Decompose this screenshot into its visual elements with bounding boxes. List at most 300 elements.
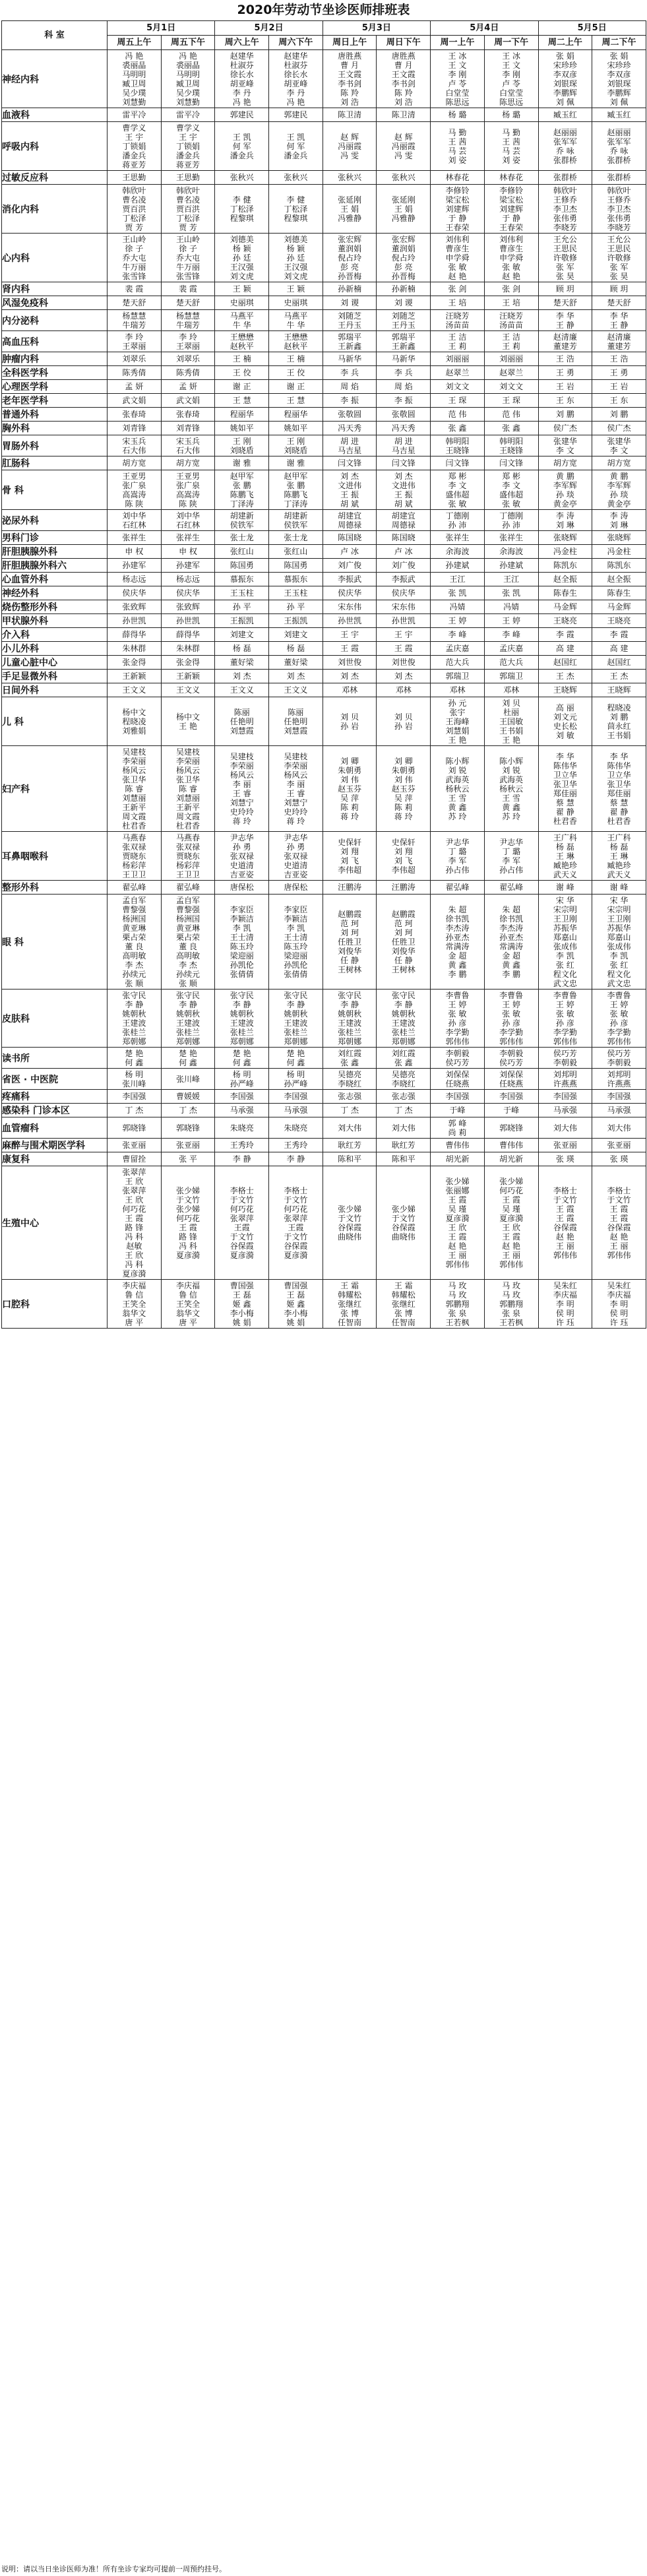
schedule-cell xyxy=(377,510,431,531)
doctor-name: 宋东伟 xyxy=(338,602,362,612)
schedule-cell xyxy=(323,331,377,352)
doctor-name: 郭晓锋 xyxy=(122,1123,146,1133)
schedule-cell xyxy=(431,122,485,171)
doctor-name: 马 玫 xyxy=(448,1280,467,1290)
department-name: 眼 科 xyxy=(2,895,108,990)
table-row xyxy=(2,282,646,296)
schedule-cell xyxy=(323,832,377,881)
doctor-name: 张亚丽 xyxy=(607,1141,631,1150)
schedule-cell xyxy=(215,394,269,408)
doctor-name: 王海峰 xyxy=(445,716,470,726)
doctor-name: 杨 璐 xyxy=(448,110,467,119)
doctor-name: 朱 超 xyxy=(502,904,521,914)
doctor-name: 张 瑛 xyxy=(609,1154,629,1164)
schedule-cell xyxy=(215,586,269,600)
doctor-name: 高嵩涛 xyxy=(122,489,146,499)
doctor-name: 姚如平 xyxy=(284,424,308,433)
table-row xyxy=(2,832,646,881)
schedule-cell xyxy=(484,1117,538,1139)
doctor-name: 王思民 xyxy=(607,243,631,253)
doctor-name: 申 权 xyxy=(179,547,197,556)
schedule-cell xyxy=(323,108,377,122)
schedule-cell xyxy=(592,108,646,122)
doctor-name: 郭 峰 xyxy=(448,1118,467,1128)
schedule-cell xyxy=(377,746,431,832)
schedule-cell xyxy=(108,234,162,282)
department-name: 口腔科 xyxy=(2,1280,108,1329)
doctor-name: 张川峰 xyxy=(122,1079,146,1088)
schedule-cell xyxy=(538,366,592,380)
footer-note: 说明：请以当日坐诊医师为准！所有坐诊专家均可提前一周预约挂号。 xyxy=(1,2565,226,2573)
doctor-name: 吉亚姿 xyxy=(230,869,254,879)
schedule-cell xyxy=(431,573,485,586)
doctor-name: 许燕燕 xyxy=(553,1079,577,1088)
doctor-name: 马金辉 xyxy=(553,602,577,612)
doctor-name: 赵 艳 xyxy=(502,1241,521,1251)
doctor-name: 刘大伟 xyxy=(553,1123,577,1133)
doctor-name: 丁锁娟 xyxy=(176,141,200,151)
doctor-name: 潘金兵 xyxy=(230,150,254,160)
doctor-name: 翟弘峰 xyxy=(499,883,524,892)
schedule-cell xyxy=(215,642,269,656)
doctor-name: 孙建军 xyxy=(176,561,200,570)
doctor-name: 何 鑫 xyxy=(232,1057,251,1067)
doctor-name: 冯雅静 xyxy=(391,213,416,223)
doctor-name: 梁宝松 xyxy=(499,195,524,204)
doctor-name: 丁松泽 xyxy=(122,213,146,223)
doctor-name: 孙亚杰 xyxy=(445,932,470,942)
department-name: 胸外科 xyxy=(2,422,108,435)
schedule-cell xyxy=(269,1090,323,1104)
doctor-name: 冯 艳 xyxy=(286,97,305,107)
table-row xyxy=(2,683,646,697)
doctor-name: 王新平 xyxy=(122,802,146,812)
doctor-name: 张广泉 xyxy=(176,480,200,490)
doctor-name: 董好梁 xyxy=(284,658,308,667)
schedule-cell xyxy=(431,683,485,697)
doctor-name: 张 鑫 xyxy=(448,424,467,433)
schedule-cell xyxy=(377,881,431,895)
doctor-name: 李 峰 xyxy=(502,630,521,639)
schedule-cell xyxy=(484,380,538,394)
doctor-name: 史保轩 xyxy=(338,837,362,847)
doctor-name: 蒋亚芳 xyxy=(176,160,200,170)
doctor-name: 朱林群 xyxy=(176,644,200,653)
doctor-name: 张丽娜 xyxy=(445,1185,470,1195)
doctor-name: 张倩倩 xyxy=(284,969,308,979)
doctor-name: 楚 艳 xyxy=(232,1048,251,1058)
schedule-cell xyxy=(323,366,377,380)
doctor-name: 刘 杰 xyxy=(286,672,305,681)
schedule-cell xyxy=(484,394,538,408)
schedule-cell xyxy=(161,1280,215,1329)
doctor-name: 张群桥 xyxy=(607,155,631,165)
schedule-cell xyxy=(484,600,538,614)
doctor-name: 马承强 xyxy=(230,1106,254,1115)
doctor-name: 李格士 xyxy=(230,1185,254,1195)
doctor-name: 王国敏 xyxy=(499,716,524,726)
doctor-name: 何巧花 xyxy=(284,1204,308,1214)
doctor-name: 张翠萍 xyxy=(284,1213,308,1223)
table-row xyxy=(2,628,646,642)
doctor-name: 王 霞 xyxy=(609,1213,629,1223)
doctor-name: 陈 陕 xyxy=(179,499,197,509)
doctor-name: 王文霞 xyxy=(338,69,362,79)
doctor-name: 闫文锋 xyxy=(445,458,470,468)
doctor-name: 史道清 xyxy=(230,860,254,870)
doctor-name: 任智南 xyxy=(391,1317,416,1327)
doctor-name: 史丽琪 xyxy=(284,298,308,307)
schedule-cell xyxy=(323,683,377,697)
doctor-name: 李 静 xyxy=(232,999,251,1009)
schedule-cell xyxy=(592,296,646,310)
doctor-name: 王 勇 xyxy=(609,368,629,377)
doctor-name: 王 艳 xyxy=(179,721,197,731)
schedule-cell xyxy=(592,422,646,435)
table-row xyxy=(2,422,646,435)
doctor-name: 王士清 xyxy=(230,932,254,942)
doctor-name: 臧卫周 xyxy=(122,79,146,88)
department-name: 呼吸内科 xyxy=(2,122,108,171)
schedule-cell xyxy=(108,1104,162,1117)
doctor-name: 李朝毅 xyxy=(553,1057,577,1067)
doctor-name: 李 兵 xyxy=(340,368,359,377)
schedule-cell xyxy=(108,531,162,545)
date-header: 5月4日 xyxy=(431,21,538,36)
doctor-name: 茴永红 xyxy=(607,721,631,731)
doctor-name: 陈秀倩 xyxy=(122,368,146,377)
schedule-cell xyxy=(269,586,323,600)
doctor-name: 李 静 xyxy=(394,999,413,1009)
doctor-name: 顾 玥 xyxy=(555,284,574,294)
schedule-cell xyxy=(377,573,431,586)
doctor-name: 黄 鹏 xyxy=(555,471,574,481)
doctor-name: 吴建枝 xyxy=(176,747,200,757)
doctor-name: 吴 瑾 xyxy=(502,1204,521,1214)
doctor-name: 李颖洁 xyxy=(230,914,254,924)
doctor-name: 唐保松 xyxy=(230,883,254,892)
doctor-name: 张军军 xyxy=(553,137,577,146)
doctor-name: 张双禄 xyxy=(284,851,308,861)
schedule-cell xyxy=(269,394,323,408)
doctor-name: 刘红霞 xyxy=(391,1048,416,1058)
doctor-name: 王 欣 xyxy=(502,1222,521,1232)
doctor-name: 武文忠 xyxy=(607,978,631,988)
doctor-name: 苏振华 xyxy=(607,923,631,933)
doctor-name: 孙 岩 xyxy=(340,721,359,731)
doctor-name: 王丹玉 xyxy=(338,320,362,330)
doctor-name: 李 霞 xyxy=(555,630,574,639)
doctor-name: 王允公 xyxy=(607,234,631,244)
doctor-name: 王 静 xyxy=(555,320,574,330)
schedule-cell xyxy=(538,683,592,697)
doctor-name: 王 丽 xyxy=(502,1250,521,1260)
doctor-name: 郑佳丽 xyxy=(607,788,631,798)
doctor-name: 赵翠兰 xyxy=(499,368,524,377)
doctor-name: 王新鑫 xyxy=(391,341,416,351)
doctor-name: 丁 璐 xyxy=(448,846,467,856)
schedule-cell xyxy=(215,628,269,642)
schedule-cell xyxy=(108,352,162,366)
doctor-name: 范大兵 xyxy=(445,658,470,667)
doctor-name: 刘大伟 xyxy=(607,1123,631,1133)
doctor-name: 张军军 xyxy=(607,137,631,146)
doctor-name: 高 建 xyxy=(555,644,574,653)
doctor-name: 王思勤 xyxy=(176,173,200,182)
doctor-name: 史丽琪 xyxy=(230,298,254,307)
doctor-name: 张双禄 xyxy=(122,842,146,852)
doctor-name: 程黎琪 xyxy=(284,213,308,223)
doctor-name: 何巧花 xyxy=(230,1204,254,1214)
schedule-cell xyxy=(108,1139,162,1152)
department-name: 胃肠外科 xyxy=(2,435,108,456)
doctor-name: 杨 明 xyxy=(286,1069,305,1079)
doctor-name: 陈和平 xyxy=(391,1154,416,1164)
schedule-cell xyxy=(377,531,431,545)
schedule-cell xyxy=(161,895,215,990)
doctor-name: 许燕燕 xyxy=(607,1079,631,1088)
doctor-name: 宋珍珍 xyxy=(553,60,577,70)
table-row xyxy=(2,1280,646,1329)
doctor-name: 耿红芳 xyxy=(391,1141,416,1150)
doctor-name: 张桂兰 xyxy=(391,1027,416,1037)
schedule-cell xyxy=(323,456,377,470)
schedule-cell xyxy=(161,470,215,510)
doctor-name: 李国强 xyxy=(122,1092,146,1101)
doctor-name: 翁华文 xyxy=(122,1308,146,1318)
schedule-cell xyxy=(108,628,162,642)
doctor-name: 谷保霞 xyxy=(607,1222,631,1232)
doctor-name: 彭 亮 xyxy=(394,262,413,272)
doctor-name: 丁松泽 xyxy=(176,213,200,223)
doctor-name: 冯 科 xyxy=(179,1241,197,1251)
doctor-name: 李 丽 xyxy=(232,779,251,789)
doctor-name: 任 静 xyxy=(394,955,413,965)
schedule-cell xyxy=(108,832,162,881)
doctor-name: 任晓燕 xyxy=(445,1079,470,1088)
schedule-cell xyxy=(538,1048,592,1069)
doctor-name: 陈春生 xyxy=(553,588,577,598)
doctor-name: 何巧花 xyxy=(499,1185,524,1195)
doctor-name: 郭伟伟 xyxy=(553,1250,577,1260)
doctor-name: 郭瑞卫 xyxy=(499,672,524,681)
doctor-name: 张致辉 xyxy=(176,602,200,612)
doctor-name: 姚朝秋 xyxy=(230,1009,254,1019)
doctor-name: 孙 沛 xyxy=(502,520,521,530)
department-name: 老年医学科 xyxy=(2,394,108,408)
schedule-cell xyxy=(431,456,485,470)
doctor-name: 任艳明 xyxy=(284,716,308,726)
schedule-cell xyxy=(108,422,162,435)
doctor-name: 范 珂 xyxy=(394,918,413,928)
schedule-cell xyxy=(538,282,592,296)
doctor-name: 张致辉 xyxy=(122,602,146,612)
schedule-cell xyxy=(269,1048,323,1069)
schedule-cell xyxy=(538,746,592,832)
doctor-name: 史玲玲 xyxy=(230,807,254,817)
doctor-name: 刘 锐 xyxy=(448,765,467,775)
schedule-cell xyxy=(323,1152,377,1166)
schedule-cell xyxy=(269,614,323,628)
doctor-name: 王 睿 xyxy=(286,788,305,798)
doctor-name: 李荣丽 xyxy=(284,761,308,770)
department-name: 介入科 xyxy=(2,628,108,642)
schedule-cell xyxy=(269,282,323,296)
schedule-cell xyxy=(269,531,323,545)
schedule-cell xyxy=(161,628,215,642)
doctor-name: 宋玉兵 xyxy=(122,436,146,446)
schedule-cell xyxy=(431,108,485,122)
doctor-name: 马吉星 xyxy=(391,445,416,455)
doctor-name: 李 杰 xyxy=(179,960,197,970)
shift-header: 周一上午 xyxy=(431,36,485,50)
doctor-name: 石大伟 xyxy=(122,445,146,455)
schedule-cell xyxy=(269,296,323,310)
doctor-name: 郭晓锋 xyxy=(176,1123,200,1133)
doctor-name: 林春花 xyxy=(445,173,470,182)
doctor-name: 张祥生 xyxy=(499,533,524,542)
doctor-name: 张守民 xyxy=(284,990,308,1000)
table-row xyxy=(2,380,646,394)
doctor-name: 赵全振 xyxy=(607,575,631,584)
schedule-cell xyxy=(592,394,646,408)
schedule-cell xyxy=(215,510,269,531)
doctor-name: 王 慧 xyxy=(232,396,251,405)
doctor-name: 张成伟 xyxy=(607,941,631,951)
schedule-cell xyxy=(269,670,323,683)
department-name: 小儿外科 xyxy=(2,642,108,656)
doctor-name: 张士龙 xyxy=(284,533,308,542)
schedule-cell xyxy=(484,670,538,683)
doctor-name: 王 雪 xyxy=(502,793,521,803)
department-name: 全科医学科 xyxy=(2,366,108,380)
schedule-cell xyxy=(269,185,323,234)
doctor-name: 王懋懋 xyxy=(284,332,308,342)
schedule-cell xyxy=(592,331,646,352)
schedule-cell xyxy=(323,422,377,435)
schedule-cell xyxy=(215,282,269,296)
doctor-name: 曹伟伟 xyxy=(445,1141,470,1150)
schedule-cell xyxy=(431,628,485,642)
doctor-name: 赵 艳 xyxy=(609,1232,629,1241)
doctor-name: 张 敏 xyxy=(609,1009,629,1019)
doctor-name: 李 静 xyxy=(125,999,144,1009)
schedule-cell xyxy=(538,408,592,422)
schedule-cell xyxy=(484,366,538,380)
department-name: 麻醉与围术期医学科 xyxy=(2,1139,108,1152)
schedule-cell xyxy=(377,990,431,1048)
schedule-cell xyxy=(431,614,485,628)
doctor-name: 郑 彬 xyxy=(448,471,467,481)
doctor-name: 史玲玲 xyxy=(284,807,308,817)
doctor-name: 刘 鹏 xyxy=(609,410,629,419)
doctor-name: 刘 佩 xyxy=(609,97,629,107)
doctor-name: 王 颖 xyxy=(286,284,305,294)
doctor-name: 王 琳 xyxy=(555,851,574,861)
doctor-name: 丁 杰 xyxy=(340,1106,359,1115)
schedule-cell xyxy=(161,832,215,881)
doctor-name: 李小梅 xyxy=(284,1308,308,1318)
doctor-name: 王 冰 xyxy=(502,51,521,61)
schedule-cell xyxy=(108,122,162,171)
doctor-name: 张继红 xyxy=(338,1299,362,1309)
doctor-name: 卫立华 xyxy=(607,770,631,780)
doctor-name: 侯铁军 xyxy=(284,520,308,530)
doctor-name: 姚朝秋 xyxy=(176,1009,200,1019)
doctor-name: 张 凯 xyxy=(448,588,467,598)
schedule-cell xyxy=(431,559,485,573)
schedule-cell xyxy=(161,185,215,234)
schedule-cell xyxy=(484,1166,538,1280)
doctor-name: 韩欣叶 xyxy=(176,185,200,195)
schedule-cell xyxy=(108,559,162,573)
schedule-cell xyxy=(269,656,323,670)
schedule-cell xyxy=(269,108,323,122)
doctor-name: 任 静 xyxy=(340,955,359,965)
doctor-name: 王丹玉 xyxy=(391,320,416,330)
doctor-name: 王 楠 xyxy=(286,354,305,363)
doctor-name: 王新颖 xyxy=(176,672,200,681)
doctor-name: 张守民 xyxy=(122,990,146,1000)
schedule-cell xyxy=(538,1139,592,1152)
doctor-name: 夏彦漪 xyxy=(176,1250,200,1260)
schedule-cell xyxy=(377,642,431,656)
doctor-name: 孙 元 xyxy=(448,698,467,708)
department-name: 肝胆胰腺外科六 xyxy=(2,559,108,573)
schedule-cell xyxy=(377,697,431,746)
doctor-name: 丁泽涛 xyxy=(284,499,308,509)
schedule-cell xyxy=(269,422,323,435)
doctor-name: 李曹鲁 xyxy=(499,990,524,1000)
doctor-name: 丁 杰 xyxy=(125,1106,144,1115)
schedule-cell xyxy=(484,656,538,670)
doctor-name: 王思民 xyxy=(553,243,577,253)
doctor-name: 张 瑛 xyxy=(555,1154,574,1164)
doctor-name: 翟 静 xyxy=(555,807,574,817)
schedule-cell xyxy=(215,1280,269,1329)
schedule-cell xyxy=(269,600,323,614)
doctor-name: 宋 华 xyxy=(609,895,629,905)
doctor-name: 李 华 xyxy=(609,751,629,761)
doctor-name: 吴朱红 xyxy=(607,1280,631,1290)
doctor-name: 郭伟伟 xyxy=(499,1259,524,1269)
doctor-name: 尹志华 xyxy=(284,832,308,842)
doctor-name: 王 霞 xyxy=(502,1195,521,1205)
doctor-name: 丁德刚 xyxy=(499,511,524,520)
schedule-cell xyxy=(323,296,377,310)
doctor-name: 何 军 xyxy=(286,141,305,151)
schedule-cell xyxy=(431,642,485,656)
doctor-name: 胡 进 xyxy=(394,436,413,446)
doctor-name: 张红山 xyxy=(230,547,254,556)
doctor-name: 王 东 xyxy=(555,396,574,405)
schedule-cell xyxy=(215,697,269,746)
doctor-name: 李 霞 xyxy=(609,630,629,639)
schedule-cell xyxy=(431,531,485,545)
doctor-name: 张翠萍 xyxy=(230,1213,254,1223)
schedule-cell xyxy=(269,628,323,642)
doctor-name: 李 凯 xyxy=(609,951,629,960)
schedule-cell xyxy=(431,185,485,234)
doctor-name: 石红林 xyxy=(122,520,146,530)
doctor-name: 侯庆华 xyxy=(176,588,200,598)
doctor-name: 范 伟 xyxy=(448,410,467,419)
schedule-cell xyxy=(538,394,592,408)
doctor-name: 王 霞 xyxy=(555,1204,574,1214)
doctor-name: 王 霞 xyxy=(555,1213,574,1223)
doctor-name: 何 鑫 xyxy=(125,1057,144,1067)
doctor-name: 郭伟伟 xyxy=(607,1036,631,1046)
